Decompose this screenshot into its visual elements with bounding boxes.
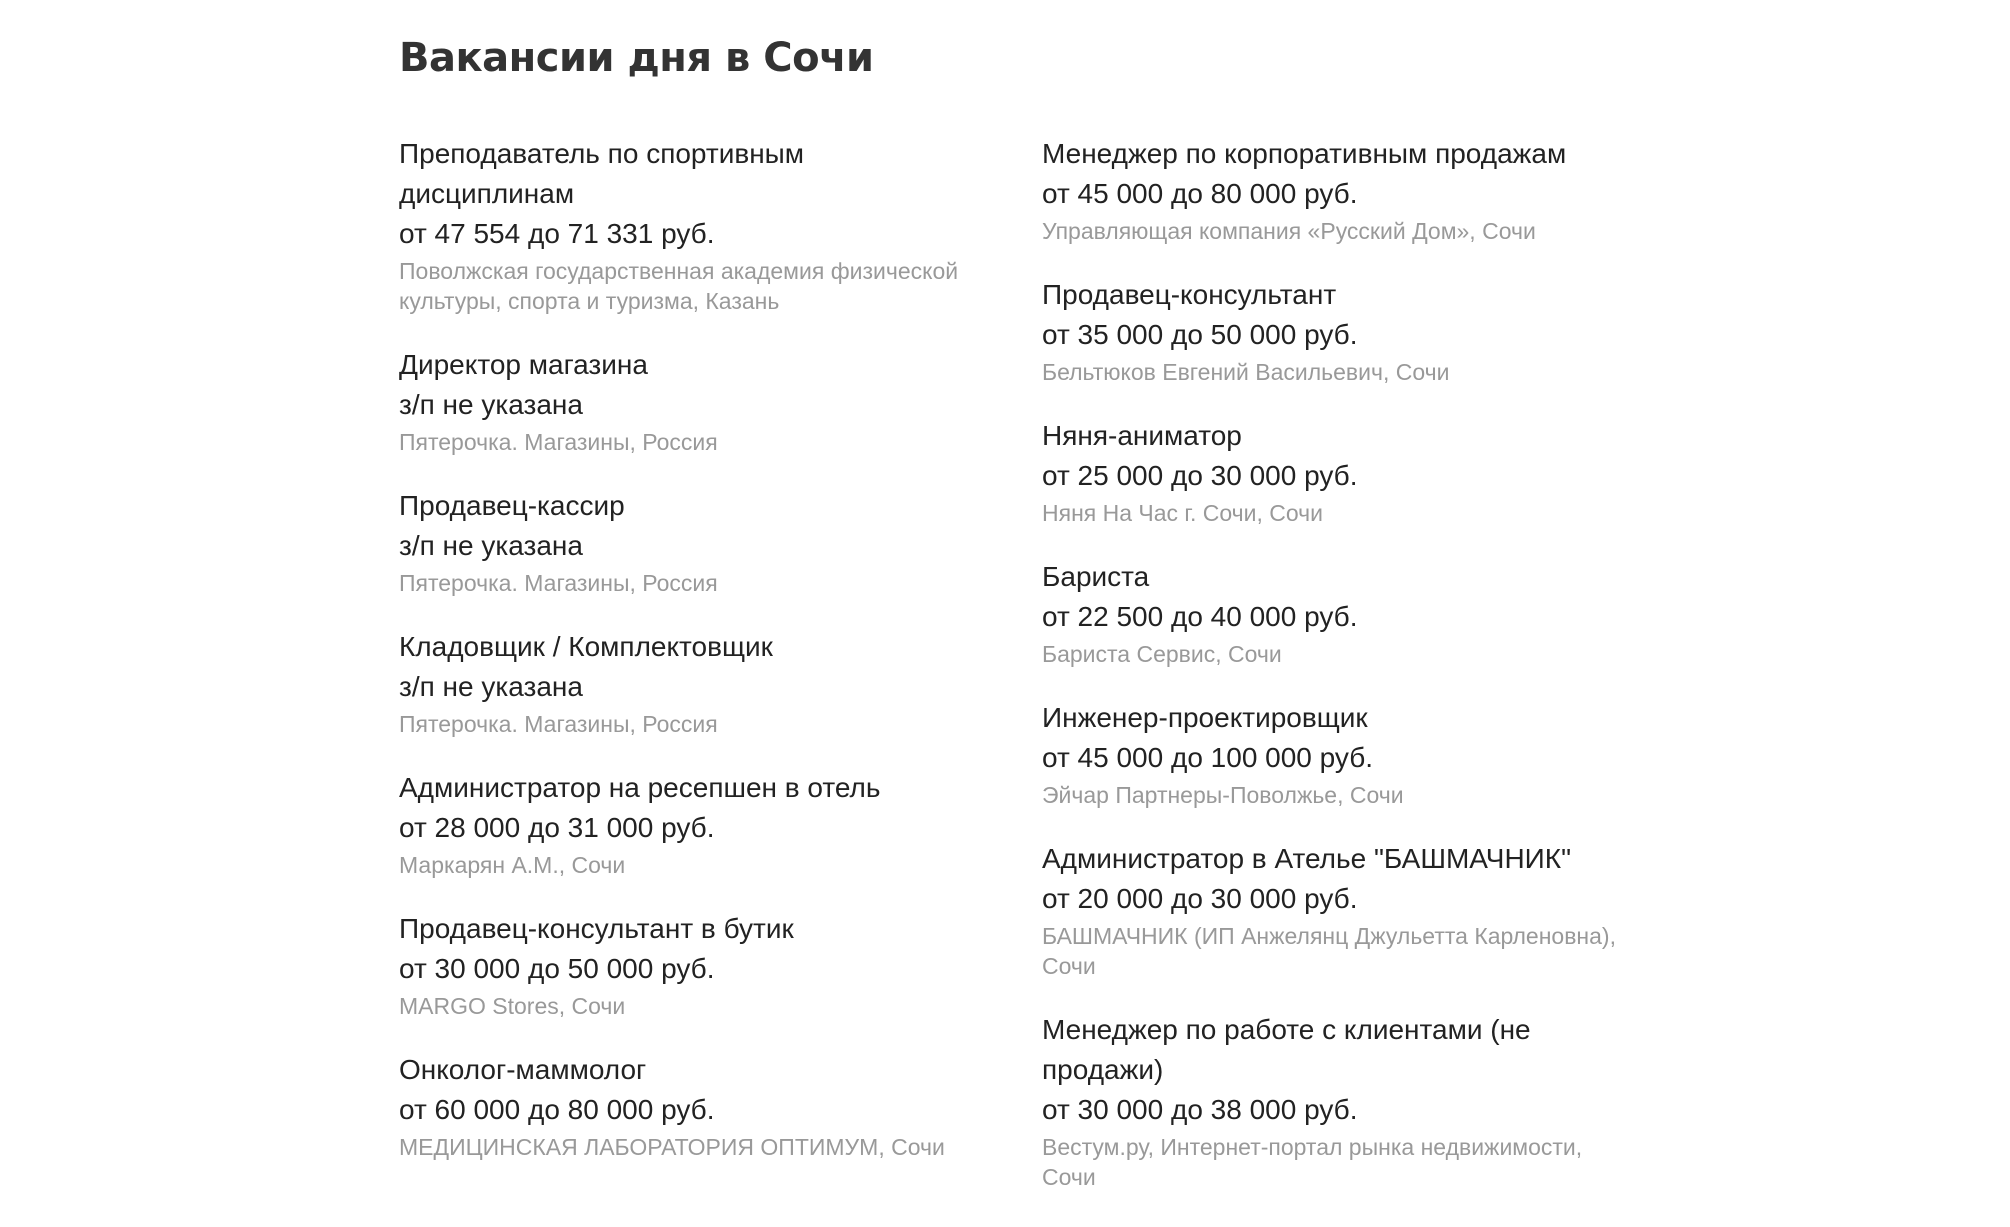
vacancy-title-link[interactable]: Кладовщик / Комплектовщик xyxy=(399,631,773,662)
vacancy-title-link[interactable]: Инженер-проектировщик xyxy=(1042,702,1368,733)
vacancy-title-link[interactable]: Менеджер по работе с клиентами (не продажи) xyxy=(1042,1014,1531,1085)
vacancy-title-link[interactable]: Продавец-консультант xyxy=(1042,279,1337,310)
vacancy-item xyxy=(1042,275,1659,387)
vacancy-company: Маркарян А.М., Сочи xyxy=(399,852,626,878)
vacancy-item xyxy=(399,768,1016,880)
vacancy-company: Бельтюков Евгений Васильевич, Сочи xyxy=(1042,359,1450,385)
vacancy-company: БАШМАЧНИК (ИП Анжелянц Джульетта Карленовна), Сочи xyxy=(1042,923,1616,979)
vacancy-item xyxy=(1042,557,1659,669)
vacancy-item xyxy=(1042,1010,1659,1192)
vacancy-columns xyxy=(399,134,1659,1221)
page-title: Вакансии дня в Сочи xyxy=(399,35,874,81)
vacancy-salary: от 22 500 до 40 000 руб. xyxy=(1042,601,1358,632)
vacancy-salary: от 45 000 до 80 000 руб. xyxy=(1042,178,1358,209)
vacancy-company: МЕДИЦИНСКАЯ ЛАБОРАТОРИЯ ОПТИМУМ, Сочи xyxy=(399,1134,945,1160)
vacancy-company: Пятерочка. Магазины, Россия xyxy=(399,429,718,455)
vacancy-salary: з/п не указана xyxy=(399,389,583,420)
vacancy-title-link[interactable]: Менеджер по корпоративным продажам xyxy=(1042,138,1567,169)
vacancies-block xyxy=(399,30,1659,1221)
vacancy-title-link[interactable]: Администратор в Ателье "БАШМАЧНИК" xyxy=(1042,843,1572,874)
vacancy-item xyxy=(399,1050,1016,1162)
vacancy-item xyxy=(399,345,1016,457)
vacancy-title-link[interactable]: Преподаватель по спортивным дисциплинам xyxy=(399,138,805,209)
vacancy-column-left xyxy=(399,134,1016,1221)
vacancy-salary: от 30 000 до 50 000 руб. xyxy=(399,953,715,984)
vacancy-salary: з/п не указана xyxy=(399,530,583,561)
vacancy-item xyxy=(399,134,1016,316)
vacancy-item xyxy=(1042,839,1659,981)
vacancy-title-link[interactable]: Директор магазина xyxy=(399,349,648,380)
vacancy-salary: от 47 554 до 71 331 руб. xyxy=(399,218,715,249)
vacancy-company: Управляющая компания «Русский Дом», Сочи xyxy=(1042,218,1536,244)
vacancy-salary: от 20 000 до 30 000 руб. xyxy=(1042,883,1358,914)
vacancy-title-link[interactable]: Няня-аниматор xyxy=(1042,420,1242,451)
vacancy-salary: от 60 000 до 80 000 руб. xyxy=(399,1094,715,1125)
vacancy-item xyxy=(1042,698,1659,810)
vacancy-company: Поволжская государственная академия физической культуры, спорта и туризма, Казань xyxy=(399,258,959,314)
vacancy-company: Бариста Сервис, Сочи xyxy=(1042,641,1282,667)
vacancy-company: Няня На Час г. Сочи, Сочи xyxy=(1042,500,1324,526)
vacancy-company: Пятерочка. Магазины, Россия xyxy=(399,711,718,737)
vacancy-item xyxy=(399,909,1016,1021)
vacancy-title-link[interactable]: Продавец-консультант в бутик xyxy=(399,913,794,944)
vacancy-title-link[interactable]: Онколог-маммолог xyxy=(399,1054,647,1085)
vacancy-company: Эйчар Партнеры-Поволжье, Сочи xyxy=(1042,782,1404,808)
vacancy-title-link[interactable]: Администратор на ресепшен в отель xyxy=(399,772,881,803)
vacancy-company: Пятерочка. Магазины, Россия xyxy=(399,570,718,596)
vacancy-title-link[interactable]: Продавец-кассир xyxy=(399,490,625,521)
vacancy-title-link[interactable]: Бариста xyxy=(1042,561,1150,592)
vacancy-item xyxy=(399,627,1016,739)
vacancy-salary: от 45 000 до 100 000 руб. xyxy=(1042,742,1374,773)
vacancy-salary: з/п не указана xyxy=(399,671,583,702)
vacancy-item xyxy=(1042,134,1659,246)
vacancy-salary: от 35 000 до 50 000 руб. xyxy=(1042,319,1358,350)
vacancy-salary: от 30 000 до 38 000 руб. xyxy=(1042,1094,1358,1125)
vacancy-company: Вестум.ру, Интернет-портал рынка недвижимости, Сочи xyxy=(1042,1134,1583,1190)
vacancy-column-right xyxy=(1042,134,1659,1221)
vacancy-salary: от 25 000 до 30 000 руб. xyxy=(1042,460,1358,491)
vacancy-salary: от 28 000 до 31 000 руб. xyxy=(399,812,715,843)
vacancy-item xyxy=(399,486,1016,598)
vacancy-company: MARGO Stores, Сочи xyxy=(399,993,626,1019)
vacancy-item xyxy=(1042,416,1659,528)
